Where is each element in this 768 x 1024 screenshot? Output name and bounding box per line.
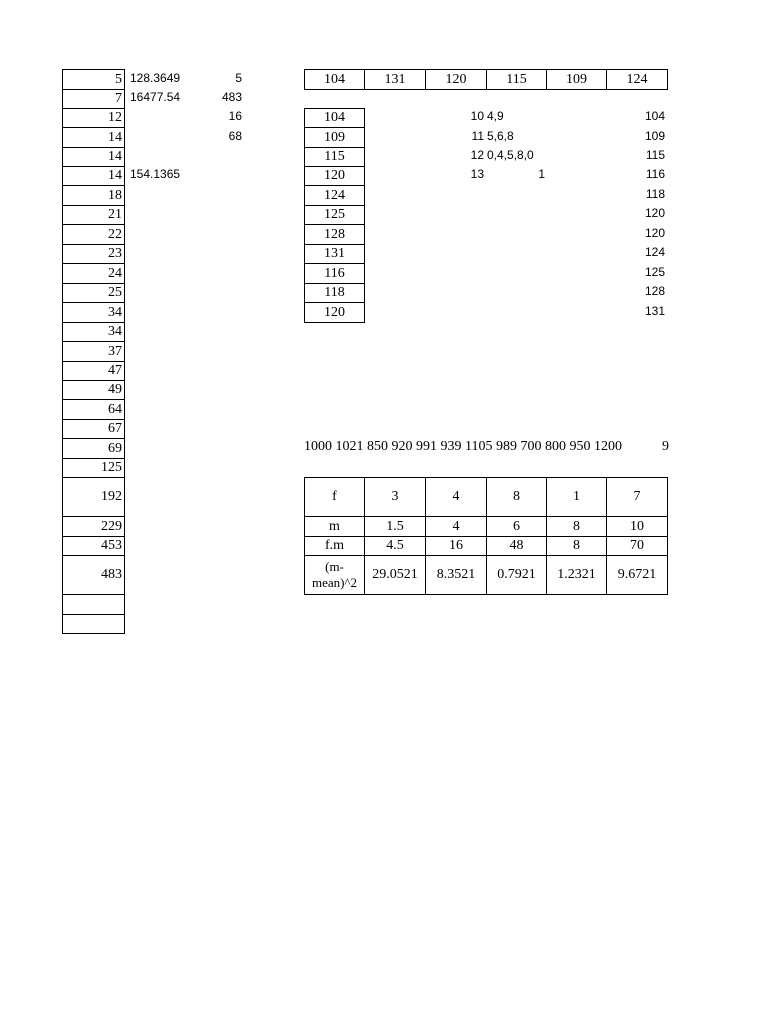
number-line[interactable]: 1000 1021 850 920 991 939 1105 989 700 800 950 1200 — [304, 439, 622, 454]
top-row-cell[interactable]: 131 — [364, 69, 426, 90]
freq-table-cell[interactable]: 6 — [486, 516, 547, 537]
left-column-cell[interactable] — [62, 594, 125, 615]
left-column-cell[interactable]: 18 — [62, 185, 125, 206]
sorted-column-cell[interactable]: 115 — [645, 148, 665, 162]
overflow-marker[interactable]: 9 — [662, 439, 669, 454]
left-column-cell[interactable]: 7 — [62, 89, 125, 109]
boxed-column-cell[interactable]: 104 — [304, 108, 365, 128]
left-column-cell[interactable]: 23 — [62, 244, 125, 264]
boxed-column-cell[interactable]: 120 — [304, 302, 365, 323]
sorted-column-cell[interactable]: 128 — [644, 284, 665, 298]
left-column-cell[interactable]: 5 — [62, 69, 125, 90]
top-row-cell[interactable]: 124 — [606, 69, 668, 90]
left-column-cell[interactable]: 483 — [62, 555, 125, 595]
freq-table-cell[interactable]: f.m — [304, 536, 365, 556]
boxed-column-cell[interactable]: 120 — [304, 166, 365, 186]
boxed-column-cell[interactable]: 128 — [304, 224, 365, 245]
freq-table-cell[interactable]: 9.6721 — [606, 555, 668, 595]
freq-table-cell[interactable]: 8 — [486, 477, 547, 517]
left-column-cell[interactable]: 453 — [62, 536, 125, 556]
leaf-cell[interactable]: 4,9 — [487, 109, 504, 123]
stats-cell[interactable]: 128.3649 — [130, 71, 181, 85]
stem-cell[interactable]: 10 — [470, 109, 484, 123]
freq-table-cell[interactable]: 4.5 — [364, 536, 426, 556]
left-column-cell[interactable]: 12 — [62, 108, 125, 128]
left-column-cell[interactable]: 125 — [62, 458, 125, 478]
freq-table-cell[interactable]: m — [304, 516, 365, 537]
sorted-column-cell[interactable]: 120 — [644, 206, 665, 220]
freq-table-cell[interactable]: 48 — [486, 536, 547, 556]
sorted-column-cell[interactable]: 124 — [644, 245, 665, 259]
freq-table-cell[interactable]: 1.2321 — [546, 555, 607, 595]
freq-table-cell[interactable]: f — [304, 477, 365, 517]
top-row-cell[interactable]: 104 — [304, 69, 365, 90]
freq-table-cell[interactable]: 16 — [425, 536, 487, 556]
small-value-cell[interactable]: 68 — [228, 129, 242, 143]
left-column-cell[interactable]: 192 — [62, 477, 125, 517]
freq-table-cell[interactable]: 4 — [425, 477, 487, 517]
freq-table-cell[interactable]: 8 — [546, 516, 607, 537]
stem-cell[interactable]: 13 — [470, 167, 484, 181]
left-column-cell[interactable] — [62, 614, 125, 634]
freq-table-cell[interactable]: 3 — [364, 477, 426, 517]
freq-table-cell[interactable]: 0.7921 — [486, 555, 547, 595]
boxed-column-cell[interactable]: 118 — [304, 283, 365, 303]
stem-cell[interactable]: 12 — [470, 148, 484, 162]
left-column-cell[interactable]: 34 — [62, 322, 125, 342]
left-column-cell[interactable]: 229 — [62, 516, 125, 537]
freq-table-cell[interactable]: 7 — [606, 477, 668, 517]
freq-table-cell[interactable]: 4 — [425, 516, 487, 537]
freq-table-cell[interactable]: 8 — [546, 536, 607, 556]
left-column-cell[interactable]: 22 — [62, 224, 125, 245]
freq-table-cell[interactable]: 1.5 — [364, 516, 426, 537]
leaf-cell[interactable]: 5,6,8 — [487, 129, 514, 143]
left-column-cell[interactable]: 21 — [62, 205, 125, 225]
left-column-cell[interactable]: 69 — [62, 438, 125, 459]
boxed-column-cell[interactable]: 125 — [304, 205, 365, 225]
boxed-column-cell[interactable]: 115 — [304, 147, 365, 167]
boxed-column-cell[interactable]: 116 — [304, 263, 365, 284]
left-column-cell[interactable]: 14 — [62, 147, 125, 167]
stem-cell[interactable]: 11 — [471, 129, 484, 143]
sorted-column-cell[interactable]: 118 — [645, 187, 665, 201]
left-column-cell[interactable]: 14 — [62, 127, 125, 148]
left-column-cell[interactable]: 64 — [62, 399, 125, 420]
freq-table-cell[interactable]: 70 — [606, 536, 668, 556]
freq-table-cell[interactable]: 29.0521 — [364, 555, 426, 595]
sorted-column-cell[interactable]: 109 — [644, 129, 665, 143]
left-column-cell[interactable]: 25 — [62, 283, 125, 303]
leaf-cell[interactable]: 0,4,5,8,0 — [487, 148, 534, 162]
left-column-cell[interactable]: 37 — [62, 341, 125, 362]
small-value-cell[interactable]: 16 — [228, 109, 242, 123]
sorted-column-cell[interactable]: 120 — [644, 226, 665, 240]
boxed-column-cell[interactable]: 124 — [304, 185, 365, 206]
left-column-cell[interactable]: 47 — [62, 361, 125, 381]
freq-table-cell[interactable]: (m-mean)^2 — [304, 555, 365, 595]
small-value-cell[interactable]: 5 — [235, 71, 242, 85]
stats-cell[interactable]: 16477.54 — [130, 90, 181, 104]
freq-table-cell[interactable]: 10 — [606, 516, 668, 537]
sorted-column-cell[interactable]: 116 — [645, 167, 665, 181]
stats-cell[interactable]: 154.1365 — [130, 167, 181, 181]
leaf-extra-cell[interactable]: 1 — [538, 167, 545, 181]
small-value-cell[interactable]: 483 — [221, 90, 242, 104]
left-column-cell[interactable]: 34 — [62, 302, 125, 323]
boxed-column-cell[interactable]: 109 — [304, 127, 365, 148]
left-column-cell[interactable]: 14 — [62, 166, 125, 186]
top-row-cell[interactable]: 120 — [425, 69, 487, 90]
left-column-cell[interactable]: 49 — [62, 380, 125, 400]
top-row-cell[interactable]: 109 — [546, 69, 607, 90]
freq-table-cell[interactable]: 8.3521 — [425, 555, 487, 595]
sorted-column-cell[interactable]: 104 — [644, 109, 665, 123]
boxed-column-cell[interactable]: 131 — [304, 244, 365, 264]
sorted-column-cell[interactable]: 125 — [644, 265, 665, 279]
left-column-cell[interactable]: 24 — [62, 263, 125, 284]
left-column-cell[interactable]: 67 — [62, 419, 125, 439]
freq-table-cell[interactable]: 1 — [546, 477, 607, 517]
top-row-cell[interactable]: 115 — [486, 69, 547, 90]
sorted-column-cell[interactable]: 131 — [644, 304, 665, 318]
